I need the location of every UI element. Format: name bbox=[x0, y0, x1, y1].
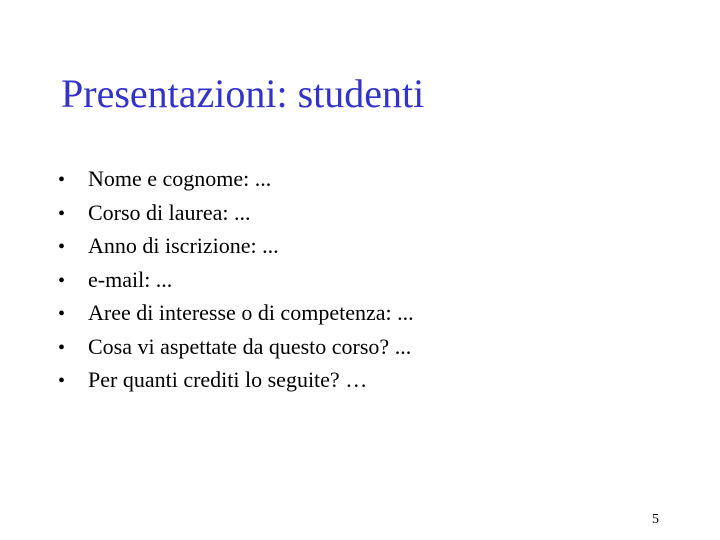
bullet-list bbox=[58, 162, 414, 397]
bullet-icon: • bbox=[58, 336, 66, 359]
bullet-text: Cosa vi aspettate da questo corso? ... bbox=[88, 333, 412, 359]
bullet-icon: • bbox=[58, 236, 66, 258]
bullet-icon: • bbox=[58, 169, 66, 191]
bullet-text: Corso di laurea: ... bbox=[88, 199, 251, 225]
bullet-item-email bbox=[58, 263, 414, 297]
bullet-item-credits bbox=[58, 363, 414, 397]
bullet-text: e-mail: ... bbox=[88, 266, 173, 292]
bullet-icon: • bbox=[58, 202, 66, 225]
slide-title: Presentazioni: studenti bbox=[61, 71, 425, 116]
bullet-item-name bbox=[58, 162, 414, 196]
bullet-item-interests bbox=[58, 296, 414, 330]
bullet-text: Anno di iscrizione: ... bbox=[88, 233, 279, 258]
bullet-item-degree bbox=[58, 196, 414, 230]
bullet-item-expectations bbox=[58, 330, 414, 364]
bullet-text: Nome e cognome: ... bbox=[88, 166, 272, 191]
bullet-icon: • bbox=[58, 303, 66, 325]
bullet-text: Per quanti crediti lo seguite? … bbox=[88, 367, 368, 392]
page-number: 5 bbox=[652, 512, 659, 527]
bullet-icon: • bbox=[58, 370, 66, 392]
bullet-icon: • bbox=[58, 269, 66, 292]
bullet-text: Aree di interesse o di competenza: ... bbox=[88, 300, 414, 325]
bullet-item-enrollment-year bbox=[58, 229, 414, 263]
